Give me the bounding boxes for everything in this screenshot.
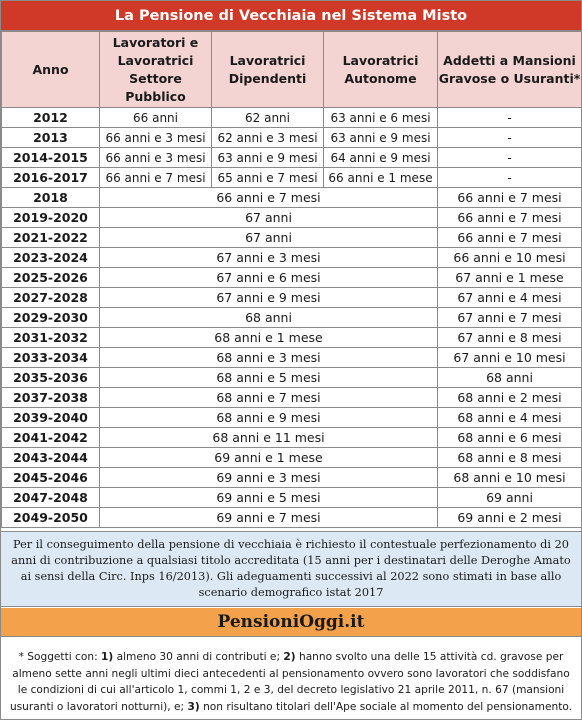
- cell-anno: 2027-2028: [2, 288, 100, 308]
- cell-dipendenti: 62 anni: [212, 108, 324, 128]
- cell-gravose: 68 anni e 2 mesi: [438, 388, 582, 408]
- cell-autonome: 63 anni e 9 mesi: [324, 128, 438, 148]
- cell-anno: 2018: [2, 188, 100, 208]
- table-row: [2, 448, 582, 468]
- header-lavoratrici-dipendenti: Lavoratrici Dipendenti: [212, 32, 324, 108]
- cell-anno: 2019-2020: [2, 208, 100, 228]
- table-row: [2, 188, 582, 208]
- cell-anno: 2035-2036: [2, 368, 100, 388]
- table-row: [2, 248, 582, 268]
- cell-tutti: 69 anni e 7 mesi: [100, 508, 438, 528]
- cell-tutti: 68 anni e 5 mesi: [100, 368, 438, 388]
- cell-anno: 2014-2015: [2, 148, 100, 168]
- cell-tutti: 67 anni e 3 mesi: [100, 248, 438, 268]
- cell-anno: 2013: [2, 128, 100, 148]
- cell-gravose: 68 anni e 6 mesi: [438, 428, 582, 448]
- cell-tutti: 68 anni e 9 mesi: [100, 408, 438, 428]
- table-row: [2, 168, 582, 188]
- table-row: [2, 108, 582, 128]
- table-row: [2, 128, 582, 148]
- cell-gravose: 67 anni e 4 mesi: [438, 288, 582, 308]
- pension-age-table: [1, 31, 582, 528]
- cell-anno: 2049-2050: [2, 508, 100, 528]
- table-row: [2, 288, 582, 308]
- cell-anno: 2039-2040: [2, 408, 100, 428]
- cell-tutti: 67 anni e 9 mesi: [100, 288, 438, 308]
- cell-pubblico: 66 anni e 3 mesi: [100, 128, 212, 148]
- cell-gravose: 68 anni: [438, 368, 582, 388]
- footnote: [1, 649, 581, 719]
- cell-gravose: 68 anni e 4 mesi: [438, 408, 582, 428]
- cell-autonome: 63 anni e 6 mesi: [324, 108, 438, 128]
- cell-tutti: 66 anni e 7 mesi: [100, 188, 438, 208]
- cell-gravose: -: [438, 168, 582, 188]
- cell-tutti: 69 anni e 5 mesi: [100, 488, 438, 508]
- cell-gravose: 66 anni e 10 mesi: [438, 248, 582, 268]
- header-mansioni-gravose: Addetti a Mansioni Gravose o Usuranti*: [438, 32, 582, 108]
- table-row: [2, 468, 582, 488]
- cell-dipendenti: 63 anni e 9 mesi: [212, 148, 324, 168]
- cell-anno: 2033-2034: [2, 348, 100, 368]
- table-row: [2, 428, 582, 448]
- cell-gravose: 66 anni e 7 mesi: [438, 188, 582, 208]
- cell-anno: 2031-2032: [2, 328, 100, 348]
- cell-anno: 2025-2026: [2, 268, 100, 288]
- table-row: [2, 268, 582, 288]
- table-row: [2, 368, 582, 388]
- cell-autonome: 66 anni e 1 mese: [324, 168, 438, 188]
- cell-anno: 2045-2046: [2, 468, 100, 488]
- table-row: [2, 148, 582, 168]
- cell-anno: 2012: [2, 108, 100, 128]
- table-row: [2, 508, 582, 528]
- cell-gravose: -: [438, 148, 582, 168]
- cell-gravose: 68 anni e 8 mesi: [438, 448, 582, 468]
- cell-gravose: 69 anni: [438, 488, 582, 508]
- footnote-number: 2): [283, 651, 296, 663]
- cell-tutti: 67 anni: [100, 228, 438, 248]
- cell-pubblico: 66 anni e 3 mesi: [100, 148, 212, 168]
- cell-tutti: 68 anni e 11 mesi: [100, 428, 438, 448]
- table-title: La Pensione di Vecchiaia nel Sistema Misto: [1, 1, 581, 31]
- footnote-part: almeno 30 anni di contributi e;: [113, 651, 284, 663]
- cell-anno: 2037-2038: [2, 388, 100, 408]
- cell-autonome: 64 anni e 9 mesi: [324, 148, 438, 168]
- cell-tutti: 68 anni e 7 mesi: [100, 388, 438, 408]
- table-row: [2, 208, 582, 228]
- cell-anno: 2043-2044: [2, 448, 100, 468]
- table-row: [2, 408, 582, 428]
- footnote-number: 1): [101, 651, 114, 663]
- cell-gravose: 67 anni e 8 mesi: [438, 328, 582, 348]
- table-row: [2, 228, 582, 248]
- cell-tutti: 67 anni e 6 mesi: [100, 268, 438, 288]
- table-row: [2, 308, 582, 328]
- table-row: [2, 348, 582, 368]
- cell-gravose: 66 anni e 7 mesi: [438, 208, 582, 228]
- cell-pubblico: 66 anni e 7 mesi: [100, 168, 212, 188]
- contribution-note-text: Per il conseguimento della pensione di vecchiaia è richiesto il contestuale perfezionamento di 20 anni di contribuzione a qualsiasi titolo accreditata (15 anni per i destinatari delle Deroghe Amato ai sensi della Circ. Inps 16/2013). Gli adeguamenti successivi al 2022 sono stimati in base allo scenario demografico istat 2017: [11, 538, 571, 599]
- footnote-part: non risultano titolari dell'Ape sociale al momento del pensionamento.: [199, 700, 573, 713]
- header-settore-pubblico: Lavoratori e Lavoratrici Settore Pubblico: [100, 32, 212, 108]
- cell-gravose: 67 anni e 1 mese: [438, 268, 582, 288]
- brand-banner: [1, 608, 581, 637]
- header-anno: Anno: [2, 32, 100, 108]
- contribution-note: [1, 531, 581, 607]
- footnote-number: 3): [187, 700, 200, 713]
- cell-dipendenti: 62 anni e 3 mesi: [212, 128, 324, 148]
- header-lavoratrici-autonome: Lavoratrici Autonome: [324, 32, 438, 108]
- header-row: [2, 32, 582, 108]
- cell-gravose: 67 anni e 10 mesi: [438, 348, 582, 368]
- cell-anno: 2016-2017: [2, 168, 100, 188]
- brand-name: PensioniOggi.it: [217, 612, 365, 632]
- cell-tutti: 68 anni: [100, 308, 438, 328]
- cell-tutti: 68 anni e 3 mesi: [100, 348, 438, 368]
- cell-anno: 2041-2042: [2, 428, 100, 448]
- cell-anno: 2023-2024: [2, 248, 100, 268]
- cell-dipendenti: 65 anni e 7 mesi: [212, 168, 324, 188]
- cell-gravose: 66 anni e 7 mesi: [438, 228, 582, 248]
- cell-tutti: 67 anni: [100, 208, 438, 228]
- cell-gravose: -: [438, 108, 582, 128]
- cell-anno: 2021-2022: [2, 228, 100, 248]
- cell-gravose: 67 anni e 7 mesi: [438, 308, 582, 328]
- table-row: [2, 328, 582, 348]
- cell-gravose: -: [438, 128, 582, 148]
- table-row: [2, 388, 582, 408]
- table-row: [2, 488, 582, 508]
- cell-pubblico: 66 anni: [100, 108, 212, 128]
- cell-tutti: 68 anni e 1 mese: [100, 328, 438, 348]
- cell-anno: 2047-2048: [2, 488, 100, 508]
- footnote-part: * Soggetti con:: [18, 651, 102, 663]
- cell-anno: 2029-2030: [2, 308, 100, 328]
- cell-gravose: 68 anni e 10 mesi: [438, 468, 582, 488]
- cell-gravose: 69 anni e 2 mesi: [438, 508, 582, 528]
- cell-tutti: 69 anni e 3 mesi: [100, 468, 438, 488]
- footnote-part: hanno svolto una delle 15 attività cd. gravose per almeno sette anni negli ultimi dieci antecedenti al pensionamento ovvero sono lavoratori che soddisfano le condizioni di cui all'articolo 1, commi 1, 2 e 3, del decreto legislativo 21 aprile 2011, n. 67 (mansioni usuranti o lavoratori notturni), e;: [9, 651, 570, 713]
- cell-tutti: 69 anni e 1 mese: [100, 448, 438, 468]
